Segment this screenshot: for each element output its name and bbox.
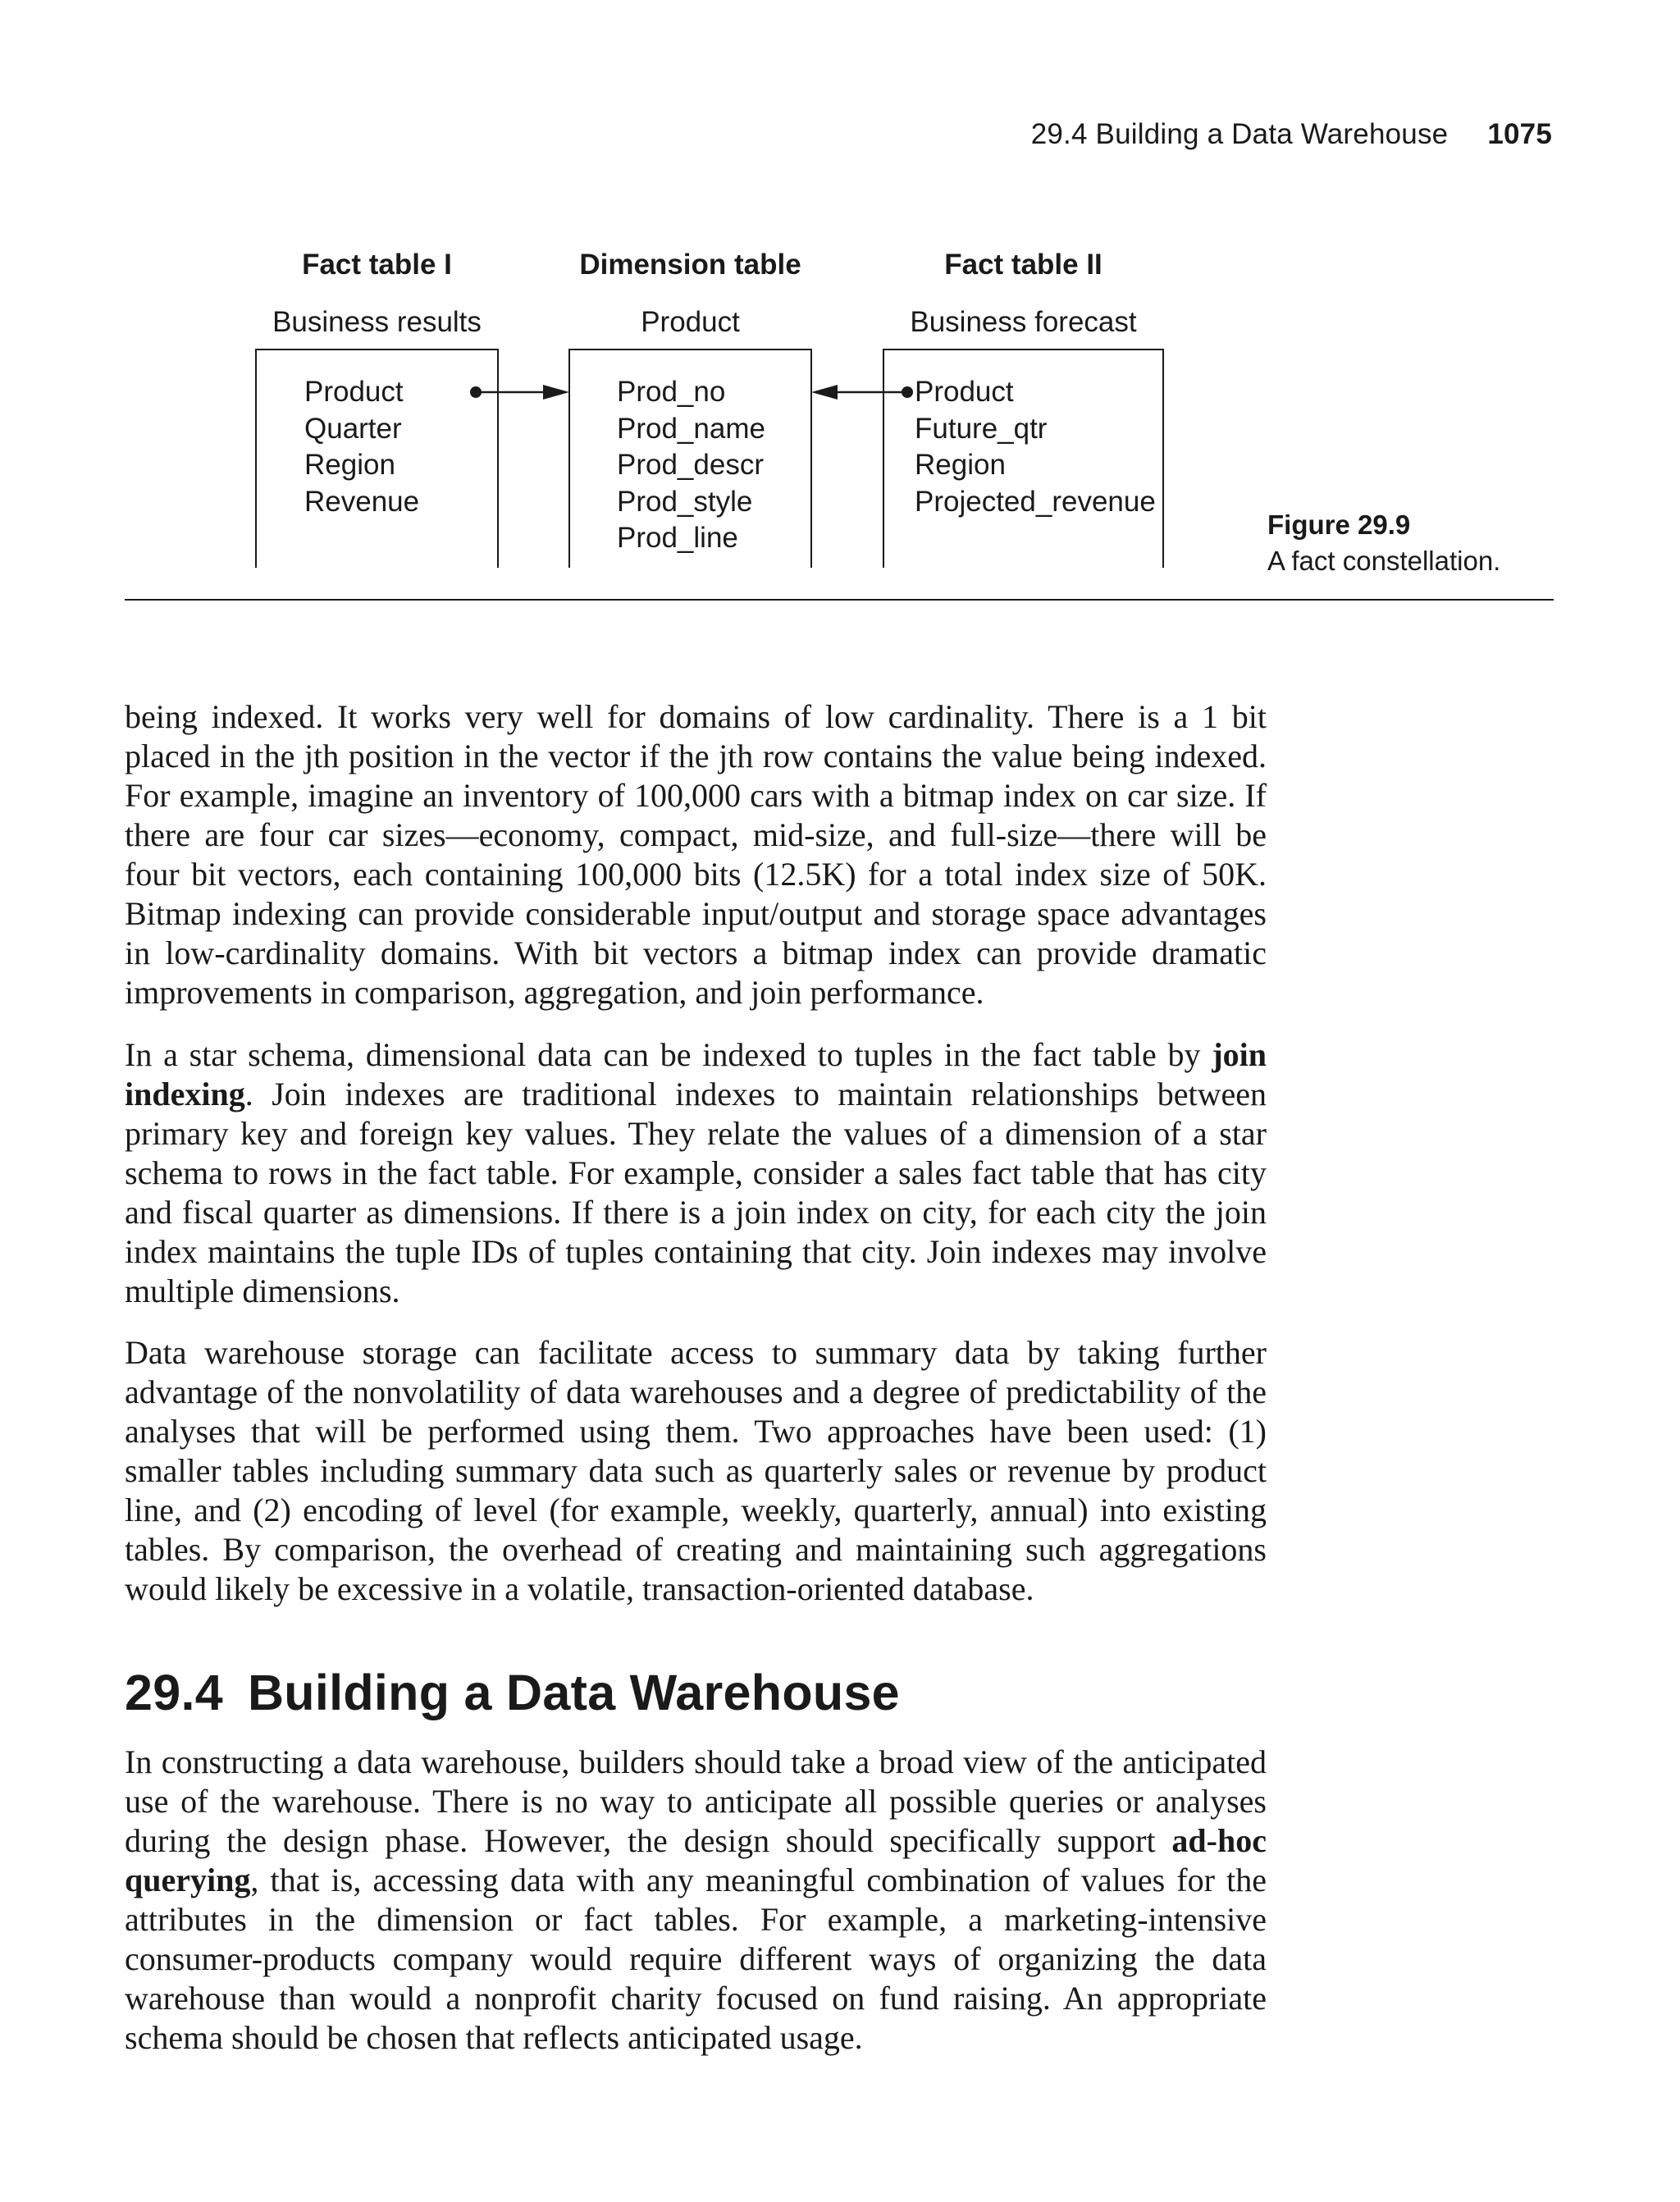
dimension-table-heading: Dimension table bbox=[579, 249, 801, 281]
connector-fact2-to-dimension bbox=[811, 385, 913, 400]
term-ad-hoc-querying: ad-hoc querying bbox=[125, 1822, 1267, 1898]
field: Region bbox=[915, 449, 1006, 481]
figure-caption-text: A fact constellation. bbox=[1267, 546, 1501, 576]
fact-table-1-heading: Fact table I bbox=[302, 249, 452, 281]
field: Prod_line bbox=[617, 522, 738, 554]
running-head-section: 29.4 Building a Data Warehouse bbox=[1030, 118, 1449, 150]
dimension-table-subheading: Product bbox=[641, 306, 740, 338]
paragraph-text: In constructing a data warehouse, builders should take a broad view of the anticipated use of the warehouse. There is no way to anticipate all possible queries or analyses during the design phase. However, the design should specifically support bbox=[125, 1743, 1267, 1859]
dimension-table-fields bbox=[617, 374, 765, 557]
figure-divider bbox=[125, 599, 1554, 601]
field: Prod_name bbox=[617, 412, 765, 445]
paragraph-text: In a star schema, dimensional data can be indexed to tuples in the fact table by bbox=[125, 1036, 1212, 1073]
field: Prod_style bbox=[617, 485, 753, 518]
connector-fact1-to-dimension bbox=[470, 385, 569, 400]
field: Prod_no bbox=[617, 376, 726, 408]
figure-number: Figure 29.9 bbox=[1267, 509, 1411, 540]
field: Product bbox=[304, 376, 404, 408]
paragraph-text: . Join indexes are traditional indexes to maintain relationships between primary key and foreign key values. They relate the values of a dimension of a star schema to rows in the fact table. For example, consider a sales fact table that has city and fiscal quarter as dimensions. If there is a join index on city, for each city the join index maintains the tuple IDs of tuples containing that city. Join indexes may involve multiple dimensions. bbox=[125, 1076, 1267, 1309]
field: Revenue bbox=[304, 485, 420, 518]
fact-table-1-subheading: Business results bbox=[272, 306, 482, 338]
page-number: 1075 bbox=[1487, 118, 1552, 150]
field: Projected_revenue bbox=[915, 485, 1156, 518]
section-title: Building a Data Warehouse bbox=[247, 1665, 900, 1720]
paragraph-summary-data: Data warehouse storage can facilitate access to summary data by taking further advantage of the nonvolatility of data warehouses and a degree of predictability of the analyses that will be performed using them. Two approaches have been used: (1) smaller tables including summary data such as quarterly sales or revenue by product line, and (2) encoding of level (for example, weekly, quarterly, annual) into existing tables. By comparison, the overhead of creating and maintaining such aggregations would likely be excessive in a volatile, transaction-oriented database. bbox=[125, 1334, 1267, 1607]
paragraph-building-warehouse bbox=[125, 1743, 1267, 2058]
fact-table-1-fields bbox=[304, 374, 419, 520]
term-join-indexing: join indexing bbox=[125, 1036, 1267, 1112]
section-heading bbox=[125, 1664, 900, 1721]
figure-caption bbox=[1267, 507, 1500, 579]
arrowhead-right bbox=[543, 385, 569, 400]
field: Product bbox=[915, 376, 1014, 408]
paragraph-bitmap-indexing: being indexed. It works very well for domains of low cardinality. There is a 1 bit placed in the jth position in the vector if the jth row contains the value being indexed. For example, imagine an inventory of 100,000 cars with a bitmap index on car size. If there are four car sizes—economy, compact, mid-size, and full-size—there will be four bit vectors, each containing 100,000 bits (12.5K) for a total index size of 50K. Bitmap indexing can provide considerable input/output and storage space advantages in low-cardinality domains. With bit vectors a bitmap index can provide dramatic improvements in comparison, aggregation, and join performance. bbox=[125, 698, 1267, 1011]
field: Prod_descr bbox=[617, 449, 764, 481]
figure-fact-constellation bbox=[0, 230, 1680, 607]
paragraph-join-indexing bbox=[125, 1035, 1267, 1311]
fact-table-2-subheading: Business forecast bbox=[910, 306, 1137, 338]
field: Future_qtr bbox=[915, 412, 1048, 445]
paragraph-text: , that is, accessing data with any meaningful combination of values for the attributes in the dimension or fact tables. For example, a marketing-intensive consumer-products company would require different ways of organizing the data warehouse than would a nonprofit charity focused on fund raising. An appropriate schema should be chosen that reflects anticipated usage. bbox=[125, 1862, 1267, 2056]
fact-table-2-heading: Fact table II bbox=[944, 249, 1102, 281]
fact-table-2-fields bbox=[915, 374, 1156, 520]
section-number: 29.4 bbox=[125, 1665, 223, 1720]
field: Region bbox=[304, 449, 395, 481]
field: Quarter bbox=[304, 412, 402, 445]
arrowhead-left bbox=[811, 385, 838, 400]
running-head bbox=[1031, 118, 1552, 151]
